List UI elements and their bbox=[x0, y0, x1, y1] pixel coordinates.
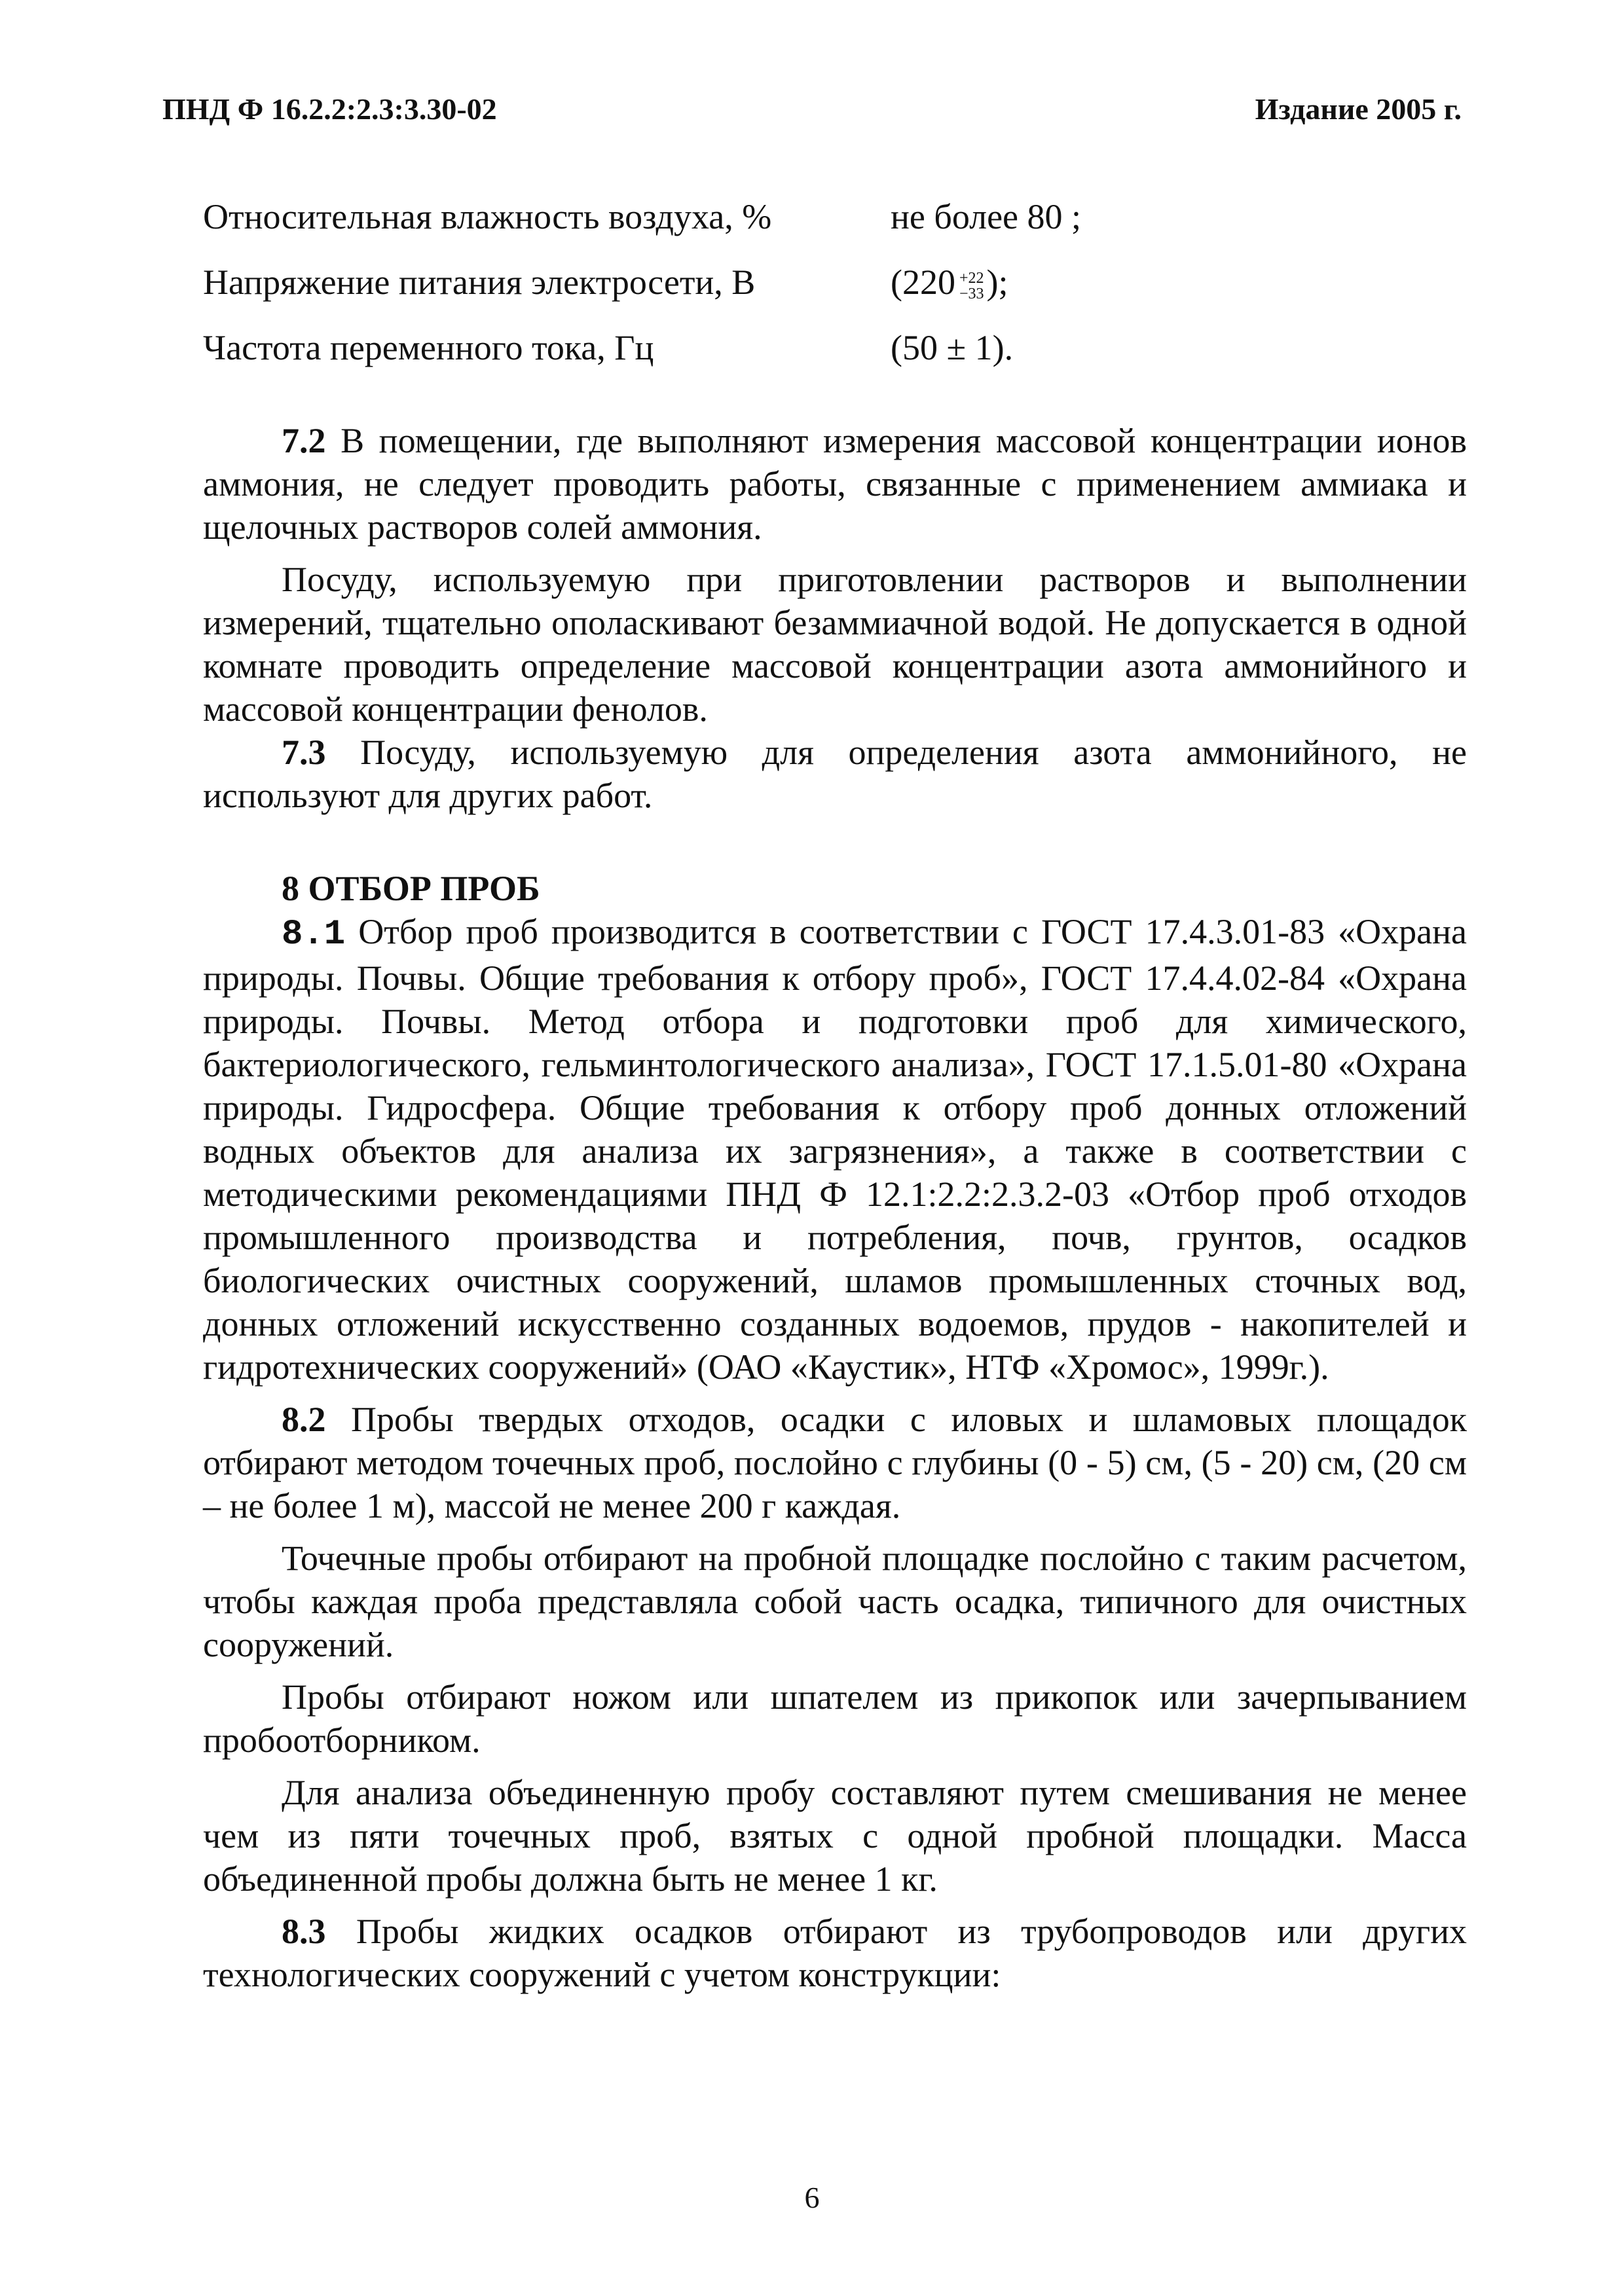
page-number: 6 bbox=[804, 2181, 820, 2214]
paragraph-text: В помещении, где выполняют измерения массовой концентрации ионов аммония, не следует проводить работы, связанные с применением аммиака и щелочных растворов солей аммония. bbox=[203, 421, 1467, 547]
humidity-value: не более 80 ; bbox=[891, 197, 1082, 236]
document-code: ПНД Ф 16.2.2:2.3:3.30-02 bbox=[162, 92, 497, 126]
voltage-tolerance bbox=[959, 270, 984, 302]
voltage-label: Напряжение питания электросети, В bbox=[203, 263, 756, 302]
body-text bbox=[203, 419, 1467, 1996]
frequency-label: Частота переменного тока, Гц bbox=[203, 328, 654, 367]
paragraph-text: Пробы твердых отходов, осадки с иловых и шламовых площадок отбирают методом точечных проб, послойно с глубины (0 - 5) см, (5 - 20) см, (20 см – не более 1 м), массой не менее 200 г каждая. bbox=[203, 1400, 1467, 1525]
voltage-prefix: (220 bbox=[891, 263, 955, 302]
clause-number: 8.1 bbox=[282, 915, 346, 955]
paragraph-8-1 bbox=[203, 910, 1467, 1389]
frequency-value: (50 ± 1). bbox=[891, 328, 1014, 367]
paragraph-7-2 bbox=[203, 419, 1467, 549]
voltage-value bbox=[891, 262, 1008, 302]
paragraph-8-2-continued-3: Для анализа объединенную пробу составляют путем смешивания не менее чем из пяти точечных проб, взятых с одной пробной площадки. Масса объединенной пробы должна быть не менее 1 кг. bbox=[203, 1773, 1467, 1899]
clause-number: 8.2 bbox=[282, 1400, 326, 1439]
voltage-tolerance-plus: +22 bbox=[959, 269, 984, 287]
paragraph-8-2 bbox=[203, 1398, 1467, 1527]
clause-number: 7.3 bbox=[282, 733, 326, 772]
paragraph-8-3 bbox=[203, 1910, 1467, 1996]
clause-number: 7.2 bbox=[282, 421, 326, 460]
paragraph-text: Отбор проб производится в соответствии с ГОСТ 17.4.3.01-83 «Охрана природы. Почвы. Общие требования к отбору проб», ГОСТ 17.4.4.02-84 «Охрана природы. Почвы. Метод отбора и подготовки проб для химического, бактериологического, гельминтологического анализа», ГОСТ 17.1.5.01-80 «Охрана природы. Гидросфера. Общие требования к отбору проб донных отложений водных объектов для анализа их загрязнения», а также в соответствии с методическими рекомендациями ПНД Ф 12.1:2.2:2.3.2-03 «Отбор проб отходов промышленного производства и потребления, почв, грунтов, осадков биологических очистных сооружений, шламов промышленных сточных вод, донных отложений искусственно созданных водоемов, прудов - накопителей и гидротехнических сооружений» (ОАО «Каустик», НТФ «Хромос», 1999г.). bbox=[203, 912, 1467, 1387]
voltage-suffix: ); bbox=[986, 263, 1008, 302]
edition-label: Издание 2005 г. bbox=[1255, 92, 1462, 126]
paragraph-8-2-continued-1: Точечные пробы отбирают на пробной площадке послойно с таким расчетом, чтобы каждая проба представляла собой часть осадка, типичного для очистных сооружений. bbox=[203, 1539, 1467, 1664]
section-8-title: 8 ОТБОР ПРОБ bbox=[282, 869, 540, 908]
voltage-tolerance-minus: −33 bbox=[959, 285, 984, 302]
paragraph-7-2-continued: Посуду, используемую при приготовлении растворов и выполнении измерений, тщательно ополаскивают безаммиачной водой. Не допускается в одной комнате проводить определение массовой концентрации азота аммонийного и массовой концентрации фенолов. bbox=[203, 560, 1467, 729]
paragraph-text: Пробы жидких осадков отбирают из трубопроводов или других технологических сооружений с учетом конструкции: bbox=[203, 1912, 1467, 1994]
paragraph-text: Посуду, используемую для определения азота аммонийного, не используют для других работ. bbox=[203, 733, 1467, 815]
clause-number: 8.3 bbox=[282, 1912, 326, 1951]
humidity-label: Относительная влажность воздуха, % bbox=[203, 197, 772, 236]
paragraph-7-3 bbox=[203, 731, 1467, 817]
paragraph-8-2-continued-2: Пробы отбирают ножом или шпателем из прикопок или зачерпыванием пробоотборником. bbox=[203, 1677, 1467, 1760]
